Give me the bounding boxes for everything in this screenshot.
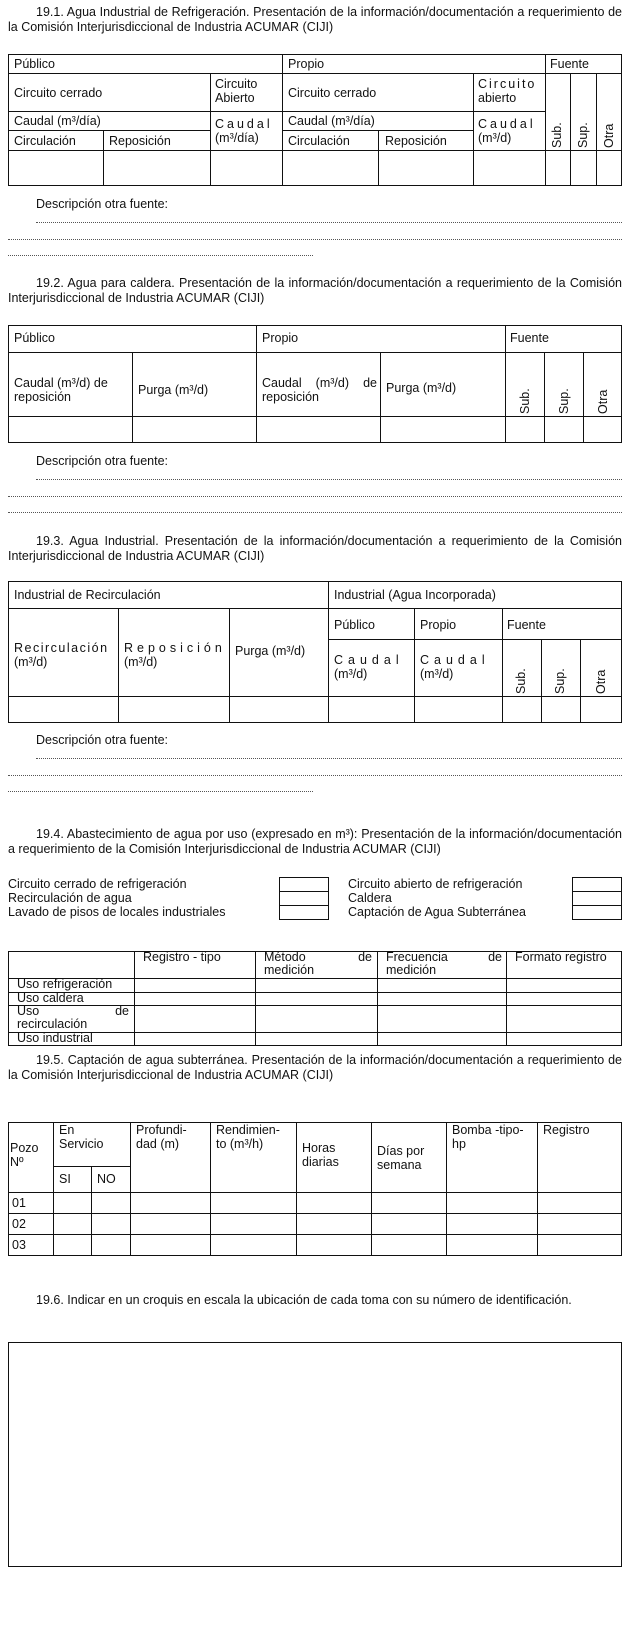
divider xyxy=(255,951,256,1046)
croquis-drawing-area[interactable] xyxy=(8,1342,622,1567)
header-reposicion-propio: Reposición xyxy=(385,134,447,148)
label-line: abierto xyxy=(478,91,517,105)
label-line: Bomba -tipo- xyxy=(452,1123,524,1137)
header-sup: Sup. xyxy=(553,668,567,694)
desc-otra-fuente-label: Descripción otra fuente: xyxy=(36,454,169,468)
header-en-servicio xyxy=(59,1123,103,1151)
header-profundidad xyxy=(136,1123,187,1151)
divider xyxy=(118,608,119,723)
header-purga: Purga (m³/d) xyxy=(235,644,306,658)
checkbox-circuito-abierto[interactable] xyxy=(572,877,622,892)
divider xyxy=(130,1122,131,1256)
label-line: En xyxy=(59,1123,75,1137)
divider xyxy=(380,352,381,443)
label-line: (m³/día) xyxy=(215,131,259,145)
label-line: semana xyxy=(377,1158,422,1172)
divider xyxy=(8,150,622,151)
header-agua-incorporada: Industrial (Agua Incorporada) xyxy=(334,588,496,602)
divider xyxy=(505,325,506,443)
header-caudal-abierto-publico xyxy=(215,117,273,145)
header-caudal-publico: Caudal (m³/día) xyxy=(14,114,101,128)
section-19-2-heading: 19.2. Agua para caldera. Presentación de la información/documentación a requerimiento de la Comisión Interjurisdiccional de Industria ACUMAR (CIJI) xyxy=(8,276,622,305)
label-line: Pozo xyxy=(10,1141,39,1155)
divider xyxy=(8,352,622,353)
divider xyxy=(446,1122,447,1256)
header-si: SI xyxy=(59,1172,71,1186)
checkbox-label: Circuito abierto de refrigeración xyxy=(348,877,523,891)
divider xyxy=(282,54,283,186)
label-line: Caudal xyxy=(215,117,273,131)
divider xyxy=(541,639,542,723)
label-line: Caudal xyxy=(420,653,490,667)
desc-otra-fuente-line[interactable] xyxy=(8,237,622,240)
row-pozo-number: 03 xyxy=(12,1238,26,1252)
header-propio: Propio xyxy=(262,331,299,345)
row-label: Uso refrigeración xyxy=(17,977,113,991)
header-otra: Otra xyxy=(594,669,608,694)
header-sub: Sub. xyxy=(550,122,564,148)
divider xyxy=(91,1166,92,1256)
header-sub: Sub. xyxy=(514,668,528,694)
header-sup: Sup. xyxy=(576,122,590,148)
divider xyxy=(583,352,584,443)
header-circuito-cerrado-publico: Circuito cerrado xyxy=(14,86,103,100)
divider xyxy=(8,608,622,609)
divider xyxy=(8,1032,622,1033)
column-header: Formato registro xyxy=(515,950,607,964)
column-header: Registro - tipo xyxy=(143,950,221,964)
label-line: (m³/d) xyxy=(14,655,48,669)
header-otra: Otra xyxy=(602,123,616,148)
divider xyxy=(473,73,474,186)
divider xyxy=(53,1122,54,1256)
divider xyxy=(502,608,503,723)
checkbox-caldera[interactable] xyxy=(572,891,622,906)
header-reposicion xyxy=(124,641,226,669)
header-publico: Público xyxy=(14,331,55,345)
desc-otra-fuente-line[interactable] xyxy=(8,253,313,256)
divider xyxy=(8,111,545,112)
label-line: Horas xyxy=(302,1141,336,1155)
label-line: Nº xyxy=(10,1155,24,1169)
divider xyxy=(8,992,622,993)
label-line: (m³/d) xyxy=(478,131,512,145)
divider xyxy=(377,951,378,1046)
column-header: Método de medición xyxy=(264,950,372,977)
section-19-1-heading: 19.1. Agua Industrial de Refrigeración. Presentación de la información/documentación a requerimiento de la Comisión Interjurisdiccional de Industria ACUMAR (CIJI) xyxy=(8,5,622,34)
header-sup: Sup. xyxy=(557,388,571,414)
header-rendimiento xyxy=(216,1123,280,1151)
header-pozo xyxy=(10,1141,39,1169)
header-fuente: Fuente xyxy=(550,57,589,71)
header-fuente: Fuente xyxy=(507,618,546,632)
header-dias xyxy=(377,1144,424,1172)
divider xyxy=(210,73,211,186)
header-circulacion-publico: Circulación xyxy=(14,134,76,148)
label-line: Recirculación xyxy=(14,641,109,655)
divider xyxy=(256,325,257,443)
label-line: Caudal xyxy=(334,653,404,667)
row-label: Uso industrial xyxy=(17,1031,93,1045)
divider xyxy=(229,608,230,723)
label-line: to (m³/h) xyxy=(216,1137,264,1151)
desc-otra-fuente-line[interactable] xyxy=(36,220,622,223)
desc-otra-fuente-line[interactable] xyxy=(8,494,622,497)
divider xyxy=(210,1122,211,1256)
label-line: Circuito xyxy=(215,77,258,91)
header-horas xyxy=(302,1141,339,1169)
checkbox-captacion-subterranea[interactable] xyxy=(572,905,622,920)
header-circuito-abierto-publico xyxy=(215,77,257,105)
checkbox-label: Captación de Agua Subterránea xyxy=(348,905,526,919)
label-line: (m³/d) xyxy=(124,655,158,669)
header-circuito-cerrado-propio: Circuito cerrado xyxy=(288,86,377,100)
header-propio: Propio xyxy=(288,57,325,71)
header-caudal-reposicion-publico: Caudal (m³/d) de reposición xyxy=(14,376,108,404)
divider xyxy=(570,73,571,186)
divider xyxy=(414,608,415,723)
section-19-6-heading: 19.6. Indicar en un croquis en escala la ubicación de cada toma con su número de identificación. xyxy=(36,1293,572,1307)
section-19-4-heading: 19.4. Abastecimiento de agua por uso (expresado en m³): Presentación de la información/documentación a requerimiento de la Comisión Interjurisdiccional de Industria ACUMAR (CIJI) xyxy=(8,827,622,856)
header-circulacion-propio: Circulación xyxy=(288,134,350,148)
header-otra: Otra xyxy=(596,389,610,414)
divider xyxy=(328,581,329,723)
divider xyxy=(328,639,622,640)
divider xyxy=(580,639,581,723)
row-label: Uso caldera xyxy=(17,991,84,1005)
header-caudal-reposicion-propio: Caudal (m³/d) de reposición xyxy=(262,376,377,404)
desc-otra-fuente-line[interactable] xyxy=(36,756,622,759)
checkbox-circuito-cerrado[interactable] xyxy=(279,877,329,892)
header-bomba xyxy=(452,1123,524,1151)
checkbox-label: Circuito cerrado de refrigeración xyxy=(8,877,187,891)
header-registro: Registro xyxy=(543,1123,590,1137)
label-line: Reposición xyxy=(124,641,226,655)
header-caudal-abierto-propio xyxy=(478,117,536,145)
label-line: Días por xyxy=(377,1144,425,1158)
header-sub: Sub. xyxy=(518,388,532,414)
label-line: Caudal xyxy=(478,117,536,131)
label-line: diarias xyxy=(302,1155,339,1169)
desc-otra-fuente-line[interactable] xyxy=(8,789,313,792)
header-circuito-abierto-propio xyxy=(478,77,536,105)
header-industrial-recirculacion: Industrial de Recirculación xyxy=(14,588,161,602)
desc-otra-fuente-label: Descripción otra fuente: xyxy=(36,733,169,747)
section-19-3-heading: 19.3. Agua Industrial. Presentación de la información/documentación a requerimiento de la Comisión Interjurisdiccional de Industria ACUMAR (CIJI) xyxy=(8,534,622,563)
divider xyxy=(132,352,133,443)
divider xyxy=(8,1192,622,1193)
label-line: Abierto xyxy=(215,91,255,105)
divider xyxy=(8,696,622,697)
label-line: hp xyxy=(452,1137,466,1151)
header-no: NO xyxy=(97,1172,116,1186)
divider xyxy=(378,130,379,186)
divider xyxy=(537,1122,538,1256)
desc-otra-fuente-label: Descripción otra fuente: xyxy=(36,197,169,211)
divider xyxy=(8,73,622,74)
divider xyxy=(296,1122,297,1256)
label-line: (m³/d) xyxy=(334,667,368,681)
desc-otra-fuente-line[interactable] xyxy=(36,477,622,480)
divider xyxy=(134,951,135,1046)
header-caudal-propio xyxy=(420,653,490,681)
header-caudal-publico xyxy=(334,653,404,681)
divider xyxy=(103,130,104,186)
checkbox-label: Lavado de pisos de locales industriales xyxy=(8,905,226,919)
divider xyxy=(596,73,597,186)
label-line: (m³/d) xyxy=(420,667,454,681)
desc-otra-fuente-line[interactable] xyxy=(8,510,622,513)
checkbox-lavado-pisos[interactable] xyxy=(279,905,329,920)
checkbox-label: Recirculación de agua xyxy=(8,891,132,905)
desc-otra-fuente-line[interactable] xyxy=(8,773,622,776)
row-label: Uso de recirculación xyxy=(17,1004,129,1031)
header-publico: Público xyxy=(334,618,375,632)
divider xyxy=(544,352,545,443)
header-publico: Público xyxy=(14,57,55,71)
checkbox-label: Caldera xyxy=(348,891,392,905)
header-propio: Propio xyxy=(420,618,457,632)
divider xyxy=(8,1234,622,1235)
header-reposicion-publico: Reposición xyxy=(109,134,171,148)
label-line: Rendimien- xyxy=(216,1123,280,1137)
checkbox-recirculacion[interactable] xyxy=(279,891,329,906)
header-fuente: Fuente xyxy=(510,331,549,345)
divider xyxy=(8,416,622,417)
header-purga-publico: Purga (m³/d) xyxy=(138,383,209,397)
header-caudal-propio: Caudal (m³/día) xyxy=(288,114,375,128)
label-line: dad (m) xyxy=(136,1137,180,1151)
divider xyxy=(371,1122,372,1256)
divider xyxy=(545,54,546,186)
header-purga-propio: Purga (m³/d) xyxy=(386,381,457,395)
label-line: Profundi- xyxy=(136,1123,187,1137)
row-pozo-number: 01 xyxy=(12,1196,26,1210)
row-pozo-number: 02 xyxy=(12,1217,26,1231)
header-recirculacion xyxy=(14,641,109,669)
divider xyxy=(506,951,507,1046)
divider xyxy=(8,130,210,131)
label-line: Circuito xyxy=(478,77,537,91)
label-line: Servicio xyxy=(59,1137,104,1151)
divider xyxy=(8,1213,622,1214)
section-19-5-heading: 19.5. Captación de agua subterránea. Presentación de la información/documentación a requerimiento de la Comisión Interjurisdiccional de Industria ACUMAR (CIJI) xyxy=(8,1053,622,1082)
column-header: Frecuencia de medición xyxy=(386,950,502,977)
